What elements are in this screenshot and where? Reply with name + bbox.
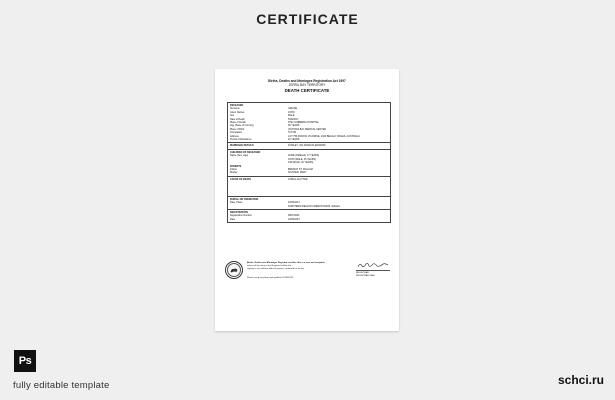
field-label: Sex <box>230 114 235 118</box>
certification-text <box>247 262 347 280</box>
marriage-label: MARRIAGE DETAILS <box>230 144 254 148</box>
mother-label: Mother <box>230 171 238 175</box>
father-label: Father <box>230 167 237 171</box>
burial-place: NORTHERN REGION CREMATORIUM, WALES <box>288 204 340 208</box>
child-entry: JIM (MALE, 32 YEARS) <box>288 161 314 165</box>
deceased-field-row <box>230 138 388 141</box>
certificate-table <box>227 102 391 223</box>
brand-logo: schci.ru <box>557 373 604 387</box>
photoshop-icon: Ps <box>14 350 36 372</box>
cause-label: CAUSE OF DEATH <box>230 177 252 181</box>
field-value: VICTORIA BAY MEDICAL CENTER <box>288 127 327 131</box>
field-label: Period of Residence <box>230 138 252 142</box>
field-label: Place of Birth <box>230 127 245 131</box>
field-label: Place of Death <box>230 121 246 125</box>
mother-value: FIGHTER, MARY <box>288 171 307 175</box>
registration-date-label: Date <box>230 217 236 221</box>
field-label: Occupation <box>230 131 243 135</box>
field-value: THE CANBERRA HOSPITAL <box>288 121 319 125</box>
parents-heading: PARENTS <box>230 164 242 168</box>
template-caption: fully editable template <box>13 380 110 391</box>
children-heading: CHILDREN OF DECEASED <box>230 150 261 154</box>
field-label: Date of Death <box>230 117 245 121</box>
field-label: Given Names <box>230 110 245 114</box>
deceased-heading: DECEASED <box>230 104 244 107</box>
marriage-value: FOWLEY, IAN FRANCIS EDWARD <box>288 144 326 148</box>
child-entry: ANNE (FEMALE, 17 YEARS) <box>288 154 320 158</box>
signer-name: REGISTRAR <box>356 270 390 275</box>
burial-date: 10/09/2017 <box>288 201 300 205</box>
father-value: BRENCH ST, WILLIAM <box>288 167 313 171</box>
field-value: LOT 750 PACIFIC VIA DRIVE, 2040 BEGGLY WALES, AUSTRALIA <box>288 134 360 138</box>
certification-line: registry in accordance with the powers conferred on me by <box>247 268 304 270</box>
burial-label: Date, Place <box>230 201 243 205</box>
act-title: Births, Deaths and Marriages Registration Act 1997 <box>268 79 346 83</box>
field-value: 90 YEARS <box>288 124 300 128</box>
registration-heading: REGISTRATION <box>230 210 248 214</box>
field-value: 5/09/2017 <box>288 117 299 121</box>
signature-icon <box>356 261 390 269</box>
certificate-title: DEATH CERTIFICATE <box>284 87 330 93</box>
registration-number-value: 6907/2026 <box>288 214 300 218</box>
cause-value: ATRIAL FLUTTER <box>288 177 308 181</box>
page-title: CERTIFICATE <box>256 11 359 27</box>
deceased-rows <box>230 107 388 141</box>
seal-icon <box>225 261 243 279</box>
registration-number-label: Registration Number <box>230 214 252 218</box>
field-value: TUTOR <box>288 131 297 135</box>
children-section <box>228 150 390 177</box>
field-value: JOHN <box>288 110 295 114</box>
verification-note: Please verify any form and qualified 2019/02/26 <box>247 277 294 279</box>
certification-line: Births, Deaths and Marriages Registrar certifies this is a true and complete <box>247 262 325 264</box>
territory-name: JERRU BAY TERRITORY <box>288 83 326 88</box>
registration-date-value: 10/09/2017 <box>288 217 300 221</box>
child-entry: JOHN (MALE, 25 YEARS) <box>288 157 316 161</box>
children-label: Name (Sex, Age) <box>230 154 249 158</box>
field-value: 20 YEARS <box>288 138 300 142</box>
field-label: Age (State of Country) <box>230 124 254 128</box>
burial-section <box>228 197 390 210</box>
signature-block <box>356 261 390 278</box>
certificate-document <box>215 69 399 331</box>
signer-title: REGISTRAR SEAL <box>356 275 375 277</box>
burial-heading: BURIAL OR CREMATION <box>230 197 259 201</box>
field-label: Address <box>230 134 239 138</box>
field-label: Surname <box>230 107 240 111</box>
deceased-section <box>228 103 390 143</box>
certification-line: extract of the entry in the Register held by the <box>247 265 292 267</box>
field-value: MALE <box>288 114 295 118</box>
registration-section <box>228 210 390 222</box>
field-value: CRUISE <box>288 107 298 111</box>
cause-section <box>228 177 390 197</box>
certificate-header <box>215 79 399 93</box>
